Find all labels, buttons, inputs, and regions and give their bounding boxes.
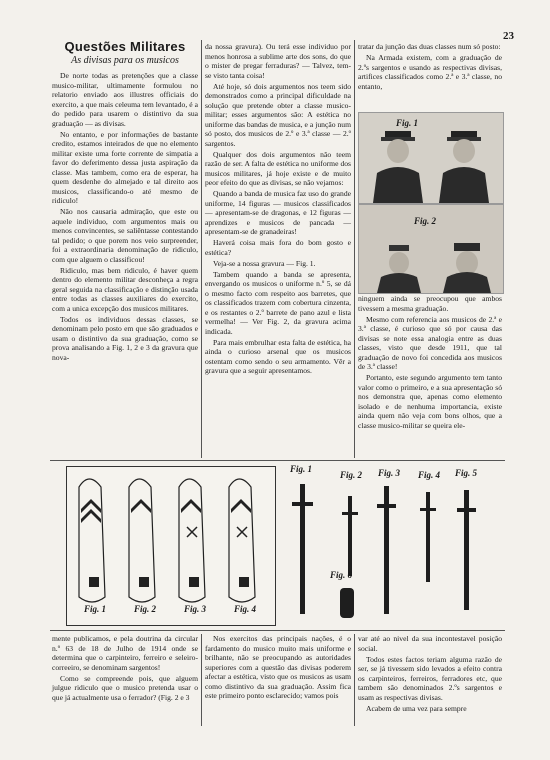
photo-fig-1: [358, 112, 504, 204]
paragraph: Como se compreende pois, que alguem julgue ridiculo que o musico pretenda usar o que já actualmente usa o ferrador? (Fig. 2 e 3: [52, 673, 198, 702]
paragraph: De norte todas as pretenções que a classe musico-militar, ultimamente formulou no relatorio enviado aos illustres officiais do exercito, a que mais celeuma tem levantado, é a do pedido para usarem o distintivo da sua graduação — as divisas.: [52, 71, 198, 128]
paragraph: Até hoje, só dois argumentos nos teem sido demonstrados como a principal dificuldade na solução que pretende obter a classe musico-militar; esses argumentos são: A estética no uniforme das bandas de musica, e a junção num só posto, dos musicos de 2.º e 3.ª classe — 2.º sargentos.: [205, 81, 351, 148]
paragraph: Qualquer dos dois argumentos não teem razão de ser. A falta de estética no uniforme dos musicos militares, já hoje existe e de muito peor efeito do que as divisas, se não vejamos:: [205, 149, 351, 187]
section-title: Questões Militares: [64, 39, 186, 54]
paragraph: No entanto, e por informações de bastante credito, estamos inteirados de que no elemento militar existe uma forte corrente de simpatia a favor do deferimento dessa justa aspiração da classe. Mas tambem, como era de esperar, ha quem desdenhe do almejado e tal direito aos musicos, classificando-o até mesmo de ridiculo!: [52, 129, 198, 205]
sleeve-label: Fig. 2: [134, 604, 157, 614]
paragraph: ninguem ainda se preocupou que ambos tivessem a mesma graduação.: [358, 294, 502, 313]
paragraph: Para mais embrulhar esta falta de estética, ha ainda o curioso arsenal que os musicos ostentam como sendo o seu armamento. Vêr a gravura que a seguir apresentamos.: [205, 337, 351, 375]
paragraph: Todos os individuos dessas classes, se denominam pelo posto em que são graduados e usam o distintivo da sua graduação, como se prova analisando a Fig. 1, 2 e 3 da gravura que nova-: [52, 314, 198, 362]
bottom-column-3: [358, 634, 502, 715]
article-subtitle: As divisas para os musicos: [71, 54, 179, 66]
paragraph: mente publicamos, e pela doutrina da circular n.º 63 de 18 de Julho de 1914 onde se determina que o carpinteiro, ferreiro e seleiro-correeiro, se denominam sargentos!: [52, 634, 198, 672]
sleeve-label: Fig. 4: [234, 604, 257, 614]
sleeve-label: Fig. 1: [84, 604, 107, 614]
weapons-illustration: [282, 464, 502, 626]
paragraph: Acabem de uma vez para sempre: [366, 703, 467, 713]
column-2: [205, 42, 351, 377]
column-divider: [354, 40, 355, 458]
paragraph: Na Armada existem, com a graduação de 2.ºs sargentos e usando as respectivas divisas, artifices classificados como 2.ª e 3.ª classe, no entanto,: [358, 53, 502, 91]
column-divider: [201, 634, 202, 726]
illustration-top-rule: [50, 460, 505, 461]
photo-label: Fig. 1: [396, 118, 419, 128]
weapon-label: Fig. 2: [340, 470, 363, 480]
photo-label: Fig. 2: [414, 216, 437, 226]
weapon-label: Fig. 4: [418, 470, 441, 480]
paragraph: Nos exercitos das principais nações, é o fardamento do musico muito mais uniforme e brilhante, não se preocupando as autoridades superiores com a questão das divisas poderem afectar a estética, visto que os musicos as usam como distintivo da sua graduação. Assim fica este primeiro ponto esclarecido; vamos pois: [205, 634, 351, 700]
paragraph: var até ao nivel da sua incontestavel posição social.: [358, 634, 502, 653]
column-3-top: [358, 42, 502, 93]
paragraph: Não nos causaria admiração, que este ou aquele individuo, com argumentos mais ou menos convincentes, se saliêntasse contestando tal pedido; o que porem nos veio surpreender, foi a extraordinaria denominação de ridiculo, com que alguem o classificou!: [52, 207, 198, 264]
column-divider: [201, 40, 202, 458]
sleeve-label: Fig. 3: [184, 604, 207, 614]
column-divider: [354, 634, 355, 726]
paragraph: da nossa gravura). Ou terá esse individuo por menos honrosa a sublime arte dos sons, do que o mister de pregar ferraduras? — Talvez, tem-se visto tanta coisa!: [205, 42, 351, 80]
column-1: [52, 39, 198, 364]
paragraph: Quando a banda de musica faz uso do grande uniforme, 14 figuras — musicos classificados — apresentam-se de dragonas, e 12 figuras — aprendizes e musicos de pancada — apresentam-se de granadeiras!: [205, 189, 351, 236]
sleeves-illustration: [66, 466, 276, 626]
weapon-label: Fig. 6: [330, 570, 353, 580]
paragraph: Veja-se a nossa gravura — Fig. 1.: [213, 258, 316, 268]
bottom-column-1: [52, 634, 198, 704]
weapon-label: Fig. 1: [290, 464, 313, 474]
paragraph: Ridiculo, mas bem ridiculo, é haver quem dentro do elemento militar desconheça a regra geral seguida na classificação e distinção usada entre todas as classes auxiliares do exercito, com a unica excepção dos musicos militares.: [52, 265, 198, 313]
paragraph: Todos estes factos teriam alguma razão de ser, se já tivessem sido levados a efeito contra os carpinteiros, ferreiros, ferradores etc, que tambem são denominados 2.ºs sargentos e usam as respectivas divisas.: [358, 654, 502, 702]
paragraph: Haverá coisa mais fora do bom gosto e estética?: [205, 238, 351, 257]
weapon-label: Fig. 3: [378, 468, 401, 478]
column-3-bottom: [358, 294, 502, 432]
paragraph: Mesmo com referencia aos musicos de 2.ª e 3.ª classe, é curioso que só por causa das divisas se note essa analogia entre as duas classes, visto que desde 1911, que tal graduação de novo foi concedida aos musicos de 3.ª classe!: [358, 314, 502, 371]
bottom-column-2: [205, 634, 351, 702]
paragraph: Portanto, este segundo argumento tem tanto valor como o primeiro, e a sua apresentação só nos demonstra que, apenas como elemento isolado e de nenhuma importancia, existe ainda quem não veja com bons olhos, que a classe musico-militar se queira ele-: [358, 373, 502, 430]
weapon-label: Fig. 5: [455, 468, 478, 478]
page-number: 23: [503, 30, 514, 42]
paragraph: Tambem quando a banda se apresenta, envergando os musicos o uniforme n.º 5, se dá o mesmo facto com respeito aos barretes, que os classificados trazem com cobertura cinzenta, e os restantes o 2.º barrete de pano azul e lista vermelha! — Ver Fig. 2, da gravura acima indicada.: [205, 269, 351, 336]
paragraph: tratar da junção das duas classes num só posto:: [358, 42, 501, 51]
illustration-bottom-rule: [50, 630, 505, 631]
